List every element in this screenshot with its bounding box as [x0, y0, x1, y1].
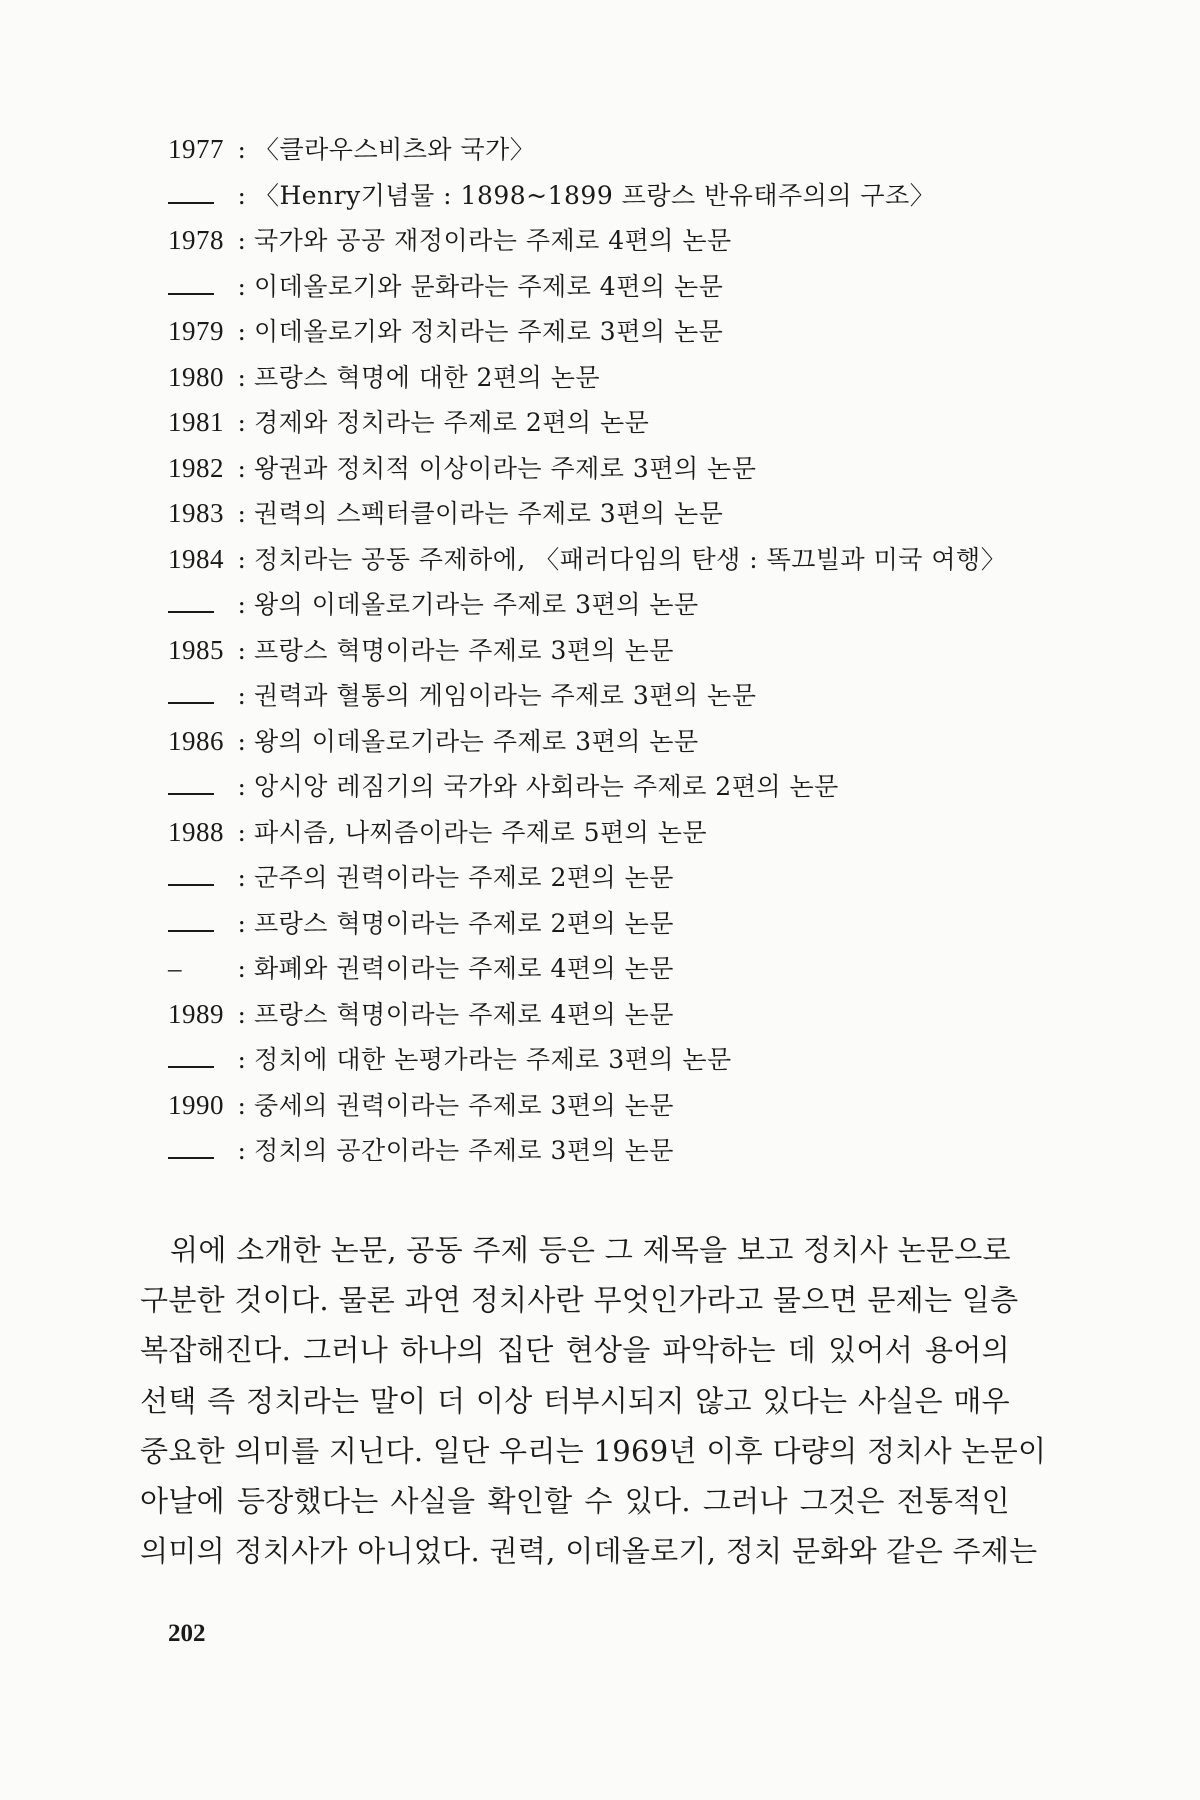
- entry-text: 경제와 정치라는 주제로 2편의 논문: [254, 408, 650, 437]
- chronology-entry: [168, 540, 1068, 586]
- entry-separator: :: [237, 271, 247, 301]
- entry-year: [168, 1044, 230, 1075]
- entry-text: 〈Henry기념물 : 1898~1899 프랑스 반유태주의의 구조〉: [254, 180, 936, 210]
- chronology-entry: [168, 995, 1068, 1041]
- entry-separator: :: [237, 1045, 247, 1074]
- ditto-blank-line: [168, 591, 214, 613]
- entry-text: 정치라는 공동 주제하에, 〈패러다임의 탄생 : 똑끄빌과 미국 여행〉: [254, 544, 1007, 574]
- entry-text: 이데올로기와 정치라는 주제로 3편의 논문: [254, 317, 724, 346]
- entry-text: 프랑스 혁명이라는 주제로 3편의 논문: [254, 635, 674, 665]
- entry-text: 정치에 대한 논평가라는 주제로 3편의 논문: [254, 1045, 732, 1074]
- entry-separator: :: [237, 135, 247, 164]
- entry-year: 1989: [168, 998, 224, 1029]
- chronology-entry: [168, 585, 1068, 631]
- chronology-entry: [168, 312, 1068, 358]
- chronology-entry: [168, 676, 1068, 722]
- entry-year: 1986: [168, 725, 224, 756]
- entry-text: 프랑스 혁명이라는 주제로 2편의 논문: [254, 908, 674, 938]
- entry-separator: :: [237, 499, 247, 528]
- entry-separator: :: [237, 1136, 247, 1165]
- entry-year: [168, 862, 230, 893]
- entry-separator: :: [237, 726, 247, 756]
- ditto-blank-line: [168, 773, 214, 795]
- chronology-entry: [168, 858, 1068, 904]
- entry-separator: :: [237, 590, 247, 619]
- entry-year: 1981: [168, 407, 224, 437]
- chronology-entry: [168, 130, 1068, 176]
- entry-text: 왕의 이데올로기라는 주제로 3편의 논문: [254, 590, 699, 619]
- entry-year: [168, 589, 230, 620]
- entry-text: 이데올로기와 문화라는 주제로 4편의 논문: [254, 271, 724, 301]
- entry-separator: :: [237, 180, 247, 210]
- entry-separator: :: [237, 226, 247, 255]
- ditto-blank-line: [168, 273, 214, 295]
- body-line: 선택 즉 정치라는 말이 더 이상 터부시되지 않고 있다는 사실은 매우: [140, 1383, 1010, 1418]
- chronology-entry: [168, 904, 1068, 950]
- chronology-entry: [168, 494, 1068, 540]
- chronology-entry: [168, 221, 1068, 267]
- entry-separator: :: [237, 362, 247, 392]
- entry-separator: :: [237, 863, 247, 892]
- entry-separator: :: [237, 408, 247, 437]
- entry-text: 군주의 권력이라는 주제로 2편의 논문: [254, 863, 674, 892]
- body-line: 의미의 정치사가 아니었다. 권력, 이데올로기, 정치 문화와 같은 주제는: [140, 1534, 1038, 1569]
- entry-text: 중세의 권력이라는 주제로 3편의 논문: [254, 1090, 674, 1120]
- entry-text: 앙시앙 레짐기의 국가와 사회라는 주제로 2편의 논문: [254, 772, 839, 801]
- body-line: 복잡해진다. 그러나 하나의 집단 현상을 파악하는 데 있어서 용어의: [140, 1333, 1010, 1368]
- chronology-entry: [168, 403, 1068, 449]
- entry-text: 프랑스 혁명에 대한 2편의 논문: [254, 362, 600, 392]
- entry-separator: :: [237, 1090, 247, 1120]
- chronology-entry: [168, 1086, 1068, 1132]
- entry-year: 1985: [168, 634, 224, 665]
- entry-year: [168, 271, 230, 302]
- ditto-blank-line: [168, 682, 214, 704]
- ditto-blank-line: [168, 1046, 214, 1068]
- entry-separator: :: [237, 999, 247, 1029]
- body-line: 구분한 것이다. 물론 과연 정치사란 무엇인가라고 물으면 문제는 일층: [140, 1283, 1019, 1318]
- entry-text: 왕의 이데올로기라는 주제로 3편의 논문: [254, 726, 699, 756]
- entry-text: 〈클라우스비츠와 국가〉: [254, 135, 536, 164]
- entry-year: 1982: [168, 452, 224, 483]
- chronology-entry: [168, 631, 1068, 677]
- entry-year: [168, 680, 230, 711]
- entry-separator: :: [237, 908, 247, 938]
- ditto-blank-line: [168, 1137, 214, 1159]
- chronology-list: [168, 130, 1068, 1177]
- chronology-entry: [168, 813, 1068, 859]
- chronology-entry: [168, 176, 1068, 222]
- entry-separator: :: [237, 954, 247, 983]
- chronology-entry: [168, 267, 1068, 313]
- entry-year: [168, 180, 230, 211]
- body-paragraph: [140, 1225, 1047, 1576]
- entry-separator: :: [237, 681, 247, 710]
- ditto-blank-line: [168, 864, 214, 886]
- entry-text: 국가와 공공 재정이라는 주제로 4편의 논문: [254, 226, 732, 255]
- body-line: 위에 소개한 논문, 공동 주제 등은 그 제목을 보고 정치사 논문으로: [170, 1233, 1011, 1267]
- chronology-entry: [168, 767, 1068, 813]
- entry-separator: :: [237, 453, 247, 483]
- entry-separator: :: [237, 772, 247, 801]
- entry-separator: :: [237, 544, 247, 574]
- entry-year: [168, 908, 230, 939]
- entry-text: 권력의 스펙터클이라는 주제로 3편의 논문: [254, 499, 724, 528]
- entry-year: 1979: [168, 316, 224, 346]
- ditto-blank-line: [168, 910, 214, 932]
- chronology-entry: [168, 449, 1068, 495]
- page-number: 202: [168, 1620, 206, 1647]
- entry-year: 1988: [168, 816, 224, 847]
- entry-year: 1977: [168, 134, 224, 164]
- chronology-entry: [168, 949, 1068, 995]
- entry-text: 파시즘, 나찌즘이라는 주제로 5편의 논문: [254, 817, 708, 847]
- entry-separator: :: [237, 317, 247, 346]
- chronology-entry: [168, 358, 1068, 404]
- entry-year: –: [168, 953, 182, 983]
- entry-year: 1983: [168, 498, 224, 528]
- body-line: 아날에 등장했다는 사실을 확인할 수 있다. 그러나 그것은 전통적인: [140, 1484, 1010, 1519]
- entry-year: 1984: [168, 543, 224, 574]
- ditto-blank-line: [168, 182, 214, 204]
- body-line: 중요한 의미를 지닌다. 일단 우리는 1969년 이후 다량의 정치사 논문이: [140, 1433, 1047, 1468]
- entry-separator: :: [237, 817, 247, 847]
- entry-year: 1978: [168, 225, 224, 255]
- entry-text: 권력과 혈통의 게임이라는 주제로 3편의 논문: [254, 681, 757, 710]
- entry-year: [168, 1135, 230, 1166]
- entry-text: 왕권과 정치적 이상이라는 주제로 3편의 논문: [254, 453, 757, 483]
- entry-text: 화폐와 권력이라는 주제로 4편의 논문: [254, 954, 674, 983]
- entry-year: 1980: [168, 361, 224, 392]
- chronology-entry: [168, 722, 1068, 768]
- entry-text: 프랑스 혁명이라는 주제로 4편의 논문: [254, 999, 674, 1029]
- entry-year: [168, 771, 230, 802]
- entry-year: 1990: [168, 1089, 224, 1120]
- chronology-entry: [168, 1131, 1068, 1177]
- entry-text: 정치의 공간이라는 주제로 3편의 논문: [254, 1136, 674, 1165]
- chronology-entry: [168, 1040, 1068, 1086]
- entry-separator: :: [237, 635, 247, 665]
